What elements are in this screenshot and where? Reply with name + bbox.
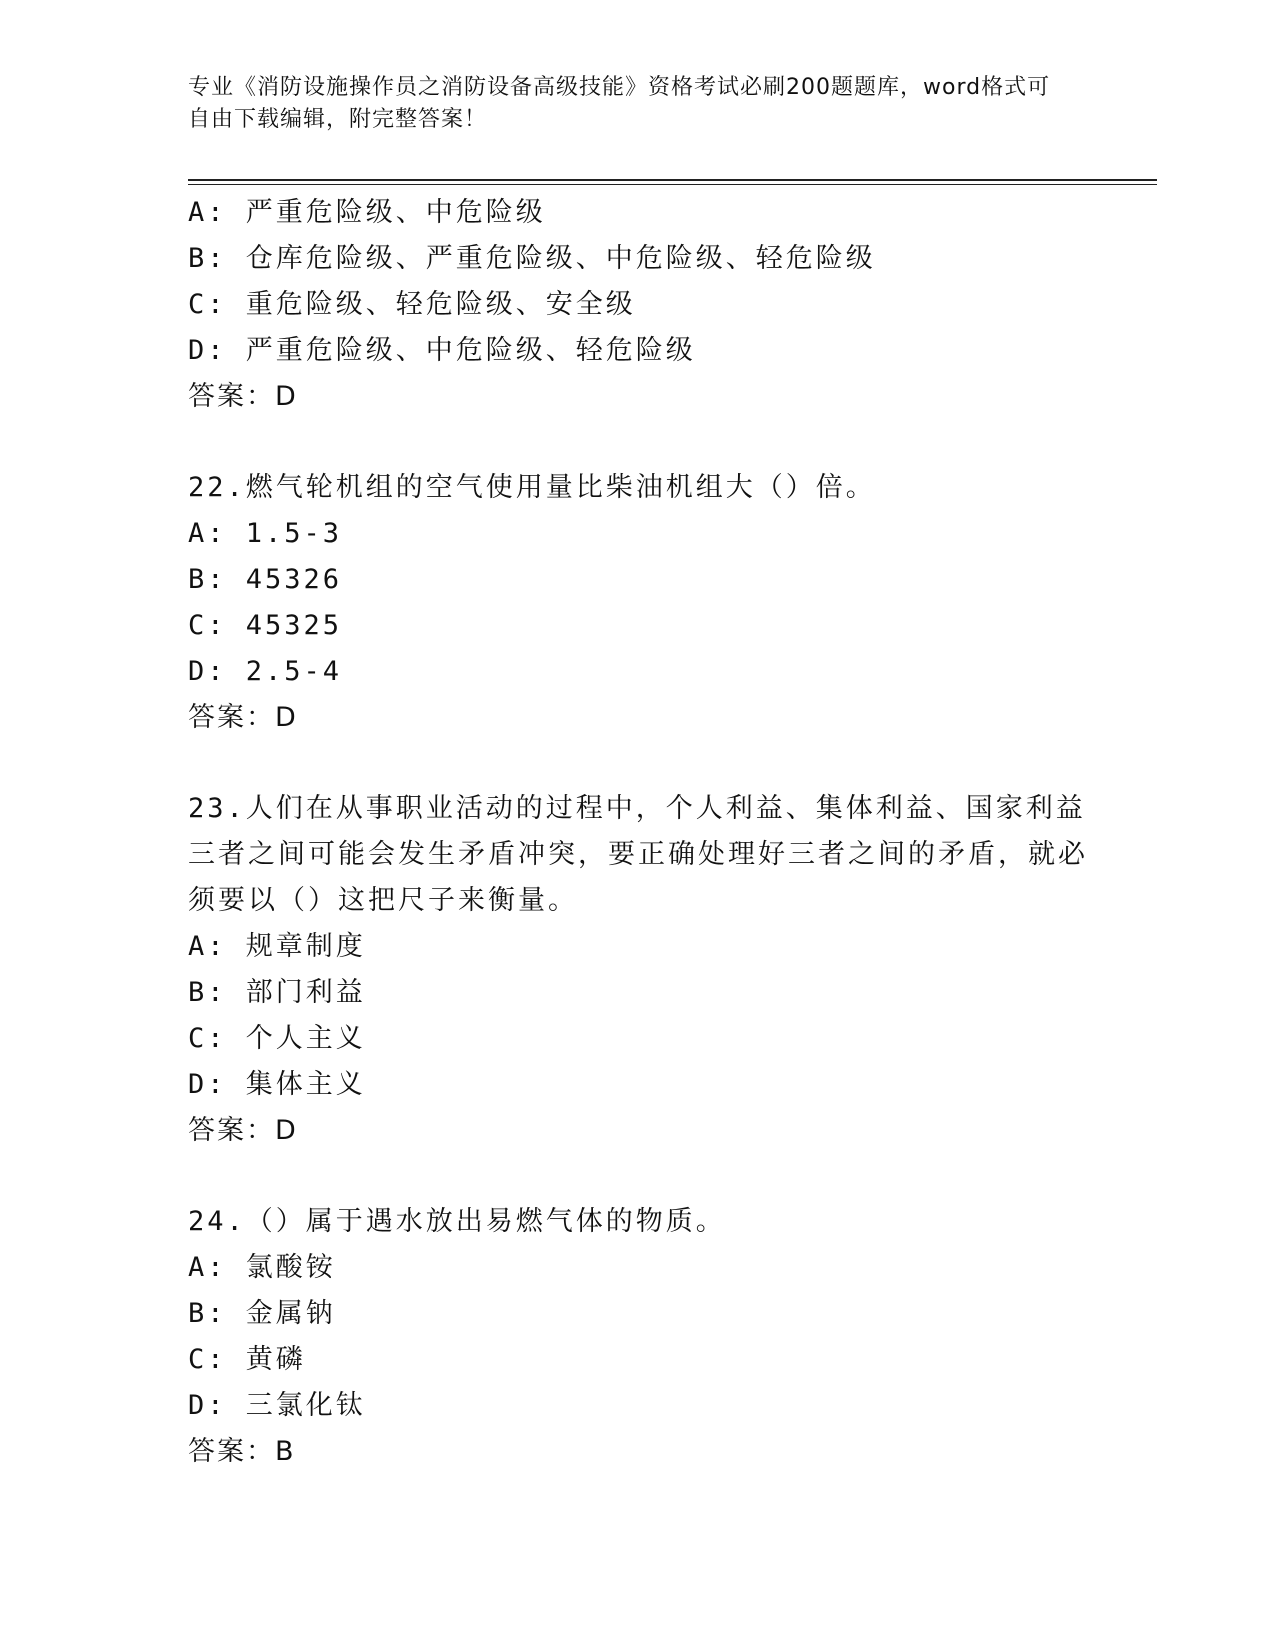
option-d: D: 严重危险级、中危险级、轻危险级 [188, 335, 696, 366]
answer: 答案：D [188, 1115, 298, 1146]
option-a: A: 1.5-3 [188, 518, 343, 549]
question-stem: 22.燃气轮机组的空气使用量比柴油机组大（）倍。 [188, 472, 876, 503]
question-24 [188, 1199, 1088, 1475]
document-header: 专业《消防设施操作员之消防设备高级技能》资格考试必刷200题题库，word格式可自由下载编辑，附完整答案！ [188, 75, 1051, 132]
option-c: C: 45325 [188, 610, 343, 641]
header-divider-thick [188, 179, 1157, 181]
option-d: D: 集体主义 [188, 1069, 366, 1100]
option-a: A: 严重危险级、中危险级 [188, 197, 546, 228]
option-d: D: 2.5-4 [188, 656, 343, 687]
option-b: B: 仓库危险级、严重危险级、中危险级、轻危险级 [188, 243, 876, 274]
answer: 答案：D [188, 381, 298, 412]
question-stem: 23.人们在从事职业活动的过程中，个人利益、集体利益、国家利益三者之间可能会发生矛盾冲突，要正确处理好三者之间的矛盾，就必须要以（）这把尺子来衡量。 [188, 793, 1088, 916]
question-stem: 24.（）属于遇水放出易燃气体的物质。 [188, 1206, 726, 1237]
question-22 [188, 465, 1088, 741]
option-a: A: 规章制度 [188, 931, 366, 962]
question-list [188, 190, 1088, 1475]
question-21 [188, 190, 1088, 420]
option-c: C: 黄磷 [188, 1344, 306, 1375]
option-d: D: 三氯化钛 [188, 1390, 366, 1421]
option-c: C: 重危险级、轻危险级、安全级 [188, 289, 636, 320]
option-b: B: 部门利益 [188, 977, 366, 1008]
answer: 答案：D [188, 702, 298, 733]
option-b: B: 45326 [188, 564, 343, 595]
question-23 [188, 786, 1088, 1154]
header-divider-thin [188, 184, 1157, 185]
option-c: C: 个人主义 [188, 1023, 366, 1054]
option-b: B: 金属钠 [188, 1298, 336, 1329]
answer: 答案：B [188, 1436, 296, 1467]
option-a: A: 氯酸铵 [188, 1252, 336, 1283]
